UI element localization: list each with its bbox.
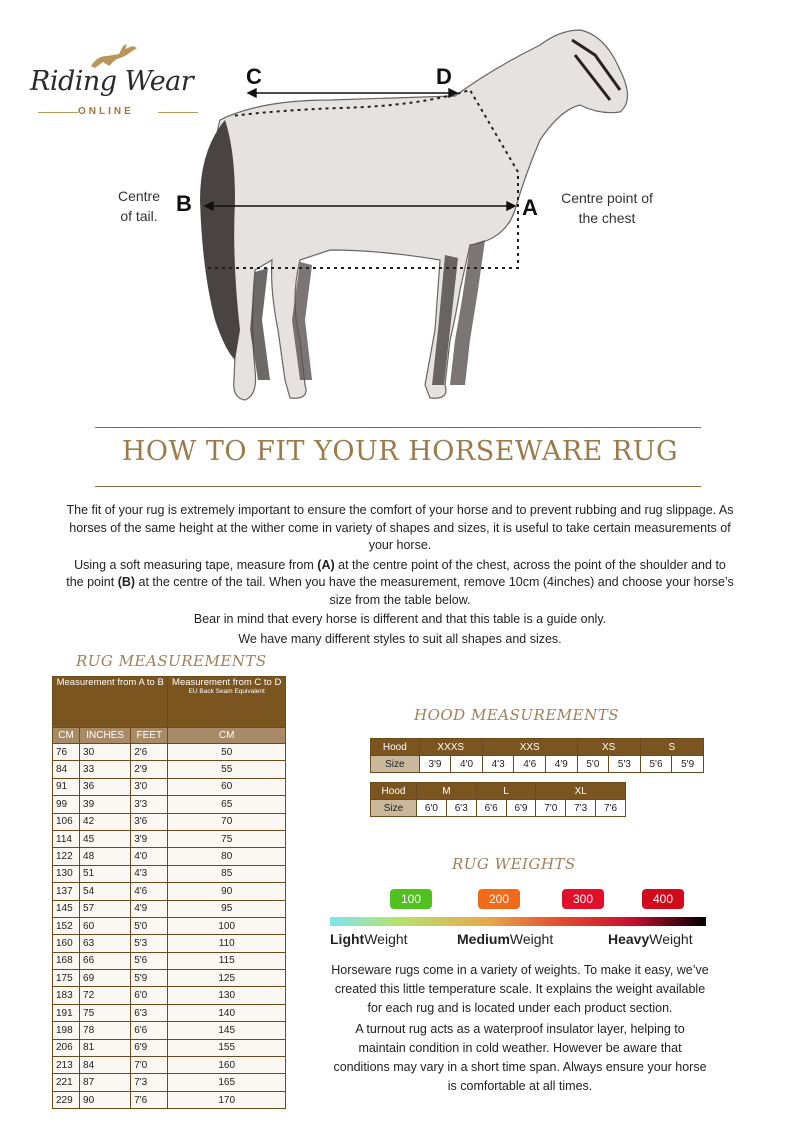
table-cell: 100 bbox=[168, 917, 286, 934]
table-cell: 39 bbox=[80, 796, 131, 813]
table-row bbox=[53, 830, 286, 847]
intro-p4: We have many different styles to suit all shapes and sizes. bbox=[238, 631, 562, 646]
table-row bbox=[53, 761, 286, 778]
table-cell: 75 bbox=[80, 1004, 131, 1021]
rug-weights-heading: RUG WEIGHTS bbox=[452, 855, 576, 873]
table-cell: 65 bbox=[168, 796, 286, 813]
table-cell: 72 bbox=[80, 987, 131, 1004]
table-row bbox=[53, 917, 286, 934]
weight-badge-100: 100 bbox=[390, 889, 432, 909]
hood-size: 6'0 bbox=[417, 800, 447, 817]
table-cell: 99 bbox=[53, 796, 80, 813]
table-cell: 137 bbox=[53, 883, 80, 900]
table-row bbox=[53, 848, 286, 865]
hood-label: Hood bbox=[371, 783, 417, 800]
hood-label: Hood bbox=[371, 739, 420, 756]
table-cell: 3'0 bbox=[131, 778, 168, 795]
table-cell: 6'0 bbox=[131, 987, 168, 1004]
table-cell: 213 bbox=[53, 1057, 80, 1074]
intro-text bbox=[65, 502, 735, 650]
table-cell: 168 bbox=[53, 952, 80, 969]
table-cell: 125 bbox=[168, 970, 286, 987]
table-cell: 90 bbox=[80, 1091, 131, 1108]
weight-badge-200: 200 bbox=[478, 889, 520, 909]
title-rule-bottom bbox=[95, 486, 701, 487]
col-inches: INCHES bbox=[80, 728, 131, 744]
hood-size: 5'6 bbox=[640, 756, 672, 773]
table-row bbox=[53, 796, 286, 813]
table-cell: 2'9 bbox=[131, 761, 168, 778]
hood-size: 5'3 bbox=[609, 756, 641, 773]
light-weight-label: LightWeight bbox=[330, 931, 408, 947]
table-cell: 191 bbox=[53, 1004, 80, 1021]
table-cell: 5'3 bbox=[131, 935, 168, 952]
medium-weight-label: MediumWeight bbox=[457, 931, 554, 947]
title-rule-top bbox=[95, 427, 701, 428]
table-row bbox=[53, 987, 286, 1004]
table-cell: 95 bbox=[168, 900, 286, 917]
table-cell: 60 bbox=[168, 778, 286, 795]
table-cell: 170 bbox=[168, 1091, 286, 1108]
logo-online: ONLINE bbox=[78, 106, 134, 117]
table-cell: 175 bbox=[53, 970, 80, 987]
table-cell: 75 bbox=[168, 830, 286, 847]
table-cell: 145 bbox=[53, 900, 80, 917]
weight-badge-400: 400 bbox=[642, 889, 684, 909]
table-cell: 33 bbox=[80, 761, 131, 778]
intro-p2: Using a soft measuring tape, measure from (A) at the centre point of the chest, across the point of the shoulder and to the point (B) at the centre of the tail. When you have the measurement, remove 10cm (4inches) and choose your horse’s size from the table below. bbox=[66, 557, 734, 607]
table-cell: 51 bbox=[80, 865, 131, 882]
table-row bbox=[53, 970, 286, 987]
hood-group: L bbox=[476, 783, 536, 800]
label-c: C bbox=[246, 64, 262, 89]
hood-size: 5'0 bbox=[577, 756, 609, 773]
table-cell: 3'6 bbox=[131, 813, 168, 830]
table-row bbox=[53, 1039, 286, 1056]
hood-group: XXS bbox=[482, 739, 577, 756]
table-cell: 69 bbox=[80, 970, 131, 987]
table-cell: 63 bbox=[80, 935, 131, 952]
table-cell: 7'3 bbox=[131, 1074, 168, 1091]
chest-caption: Centre point of the chest bbox=[561, 190, 653, 226]
table-cell: 4'3 bbox=[131, 865, 168, 882]
table-row bbox=[53, 1057, 286, 1074]
size-label: Size bbox=[371, 756, 420, 773]
table-row bbox=[53, 1022, 286, 1039]
weights-p2: A turnout rug acts as a waterproof insulator layer, helping to maintain condition in cold weather. However be aware that conditions may vary in a short time span. Always ensure your horse is comfortable at all times. bbox=[333, 1022, 707, 1093]
table-cell: 90 bbox=[168, 883, 286, 900]
table-cell: 4'9 bbox=[131, 900, 168, 917]
weights-p1: Horseware rugs come in a variety of weights. To make it easy, we’ve created this little temperature scale. It explains the weight available for each rug and is located under each product section. bbox=[331, 963, 709, 1015]
table-row bbox=[53, 1004, 286, 1021]
table-cell: 130 bbox=[168, 987, 286, 1004]
table-cell: 7'6 bbox=[131, 1091, 168, 1108]
table-row bbox=[53, 900, 286, 917]
table-cell: 6'6 bbox=[131, 1022, 168, 1039]
table-row bbox=[53, 883, 286, 900]
table-cell: 4'0 bbox=[131, 848, 168, 865]
hood-size: 4'0 bbox=[451, 756, 483, 773]
table-cell: 91 bbox=[53, 778, 80, 795]
hood-size: 6'6 bbox=[476, 800, 506, 817]
table-cell: 30 bbox=[80, 744, 131, 761]
table-cell: 160 bbox=[168, 1057, 286, 1074]
label-b: B bbox=[176, 191, 192, 216]
hood-size: 5'9 bbox=[672, 756, 704, 773]
table-cell: 140 bbox=[168, 1004, 286, 1021]
table-cell: 84 bbox=[53, 761, 80, 778]
table-cell: 130 bbox=[53, 865, 80, 882]
size-label: Size bbox=[371, 800, 417, 817]
hood-table-2 bbox=[370, 782, 626, 817]
table-cell: 45 bbox=[80, 830, 131, 847]
hood-group: M bbox=[417, 783, 477, 800]
table-row bbox=[53, 813, 286, 830]
table-cell: 5'0 bbox=[131, 917, 168, 934]
table-cell: 206 bbox=[53, 1039, 80, 1056]
intro-p1: The fit of your rug is extremely important to ensure the comfort of your horse and to prevent rubbing and rug slippage. As horses of the same height at the wither come in variety of shapes and sizes, it is useful to take certain measurements of your horse. bbox=[66, 503, 734, 552]
table-cell: 84 bbox=[80, 1057, 131, 1074]
logo-script: Riding Wear bbox=[30, 66, 194, 97]
table-cell: 114 bbox=[53, 830, 80, 847]
table-row bbox=[53, 778, 286, 795]
table-cell: 76 bbox=[53, 744, 80, 761]
hood-size: 7'6 bbox=[596, 800, 626, 817]
table-cell: 87 bbox=[80, 1074, 131, 1091]
table-cell: 36 bbox=[80, 778, 131, 795]
hood-group: XL bbox=[536, 783, 626, 800]
rug-measurements-table bbox=[52, 676, 286, 1109]
table-cell: 66 bbox=[80, 952, 131, 969]
table-cell: 106 bbox=[53, 813, 80, 830]
table-cell: 3'9 bbox=[131, 830, 168, 847]
table-cell: 122 bbox=[53, 848, 80, 865]
table-cell: 48 bbox=[80, 848, 131, 865]
hood-size: 4'3 bbox=[482, 756, 514, 773]
table-cell: 81 bbox=[80, 1039, 131, 1056]
table-cell: 110 bbox=[168, 935, 286, 952]
table-cell: 3'3 bbox=[131, 796, 168, 813]
table-cell: 42 bbox=[80, 813, 131, 830]
table-cell: 78 bbox=[80, 1022, 131, 1039]
label-d: D bbox=[436, 64, 452, 89]
table-cell: 5'9 bbox=[131, 970, 168, 987]
table-cell: 55 bbox=[168, 761, 286, 778]
table-cell: 183 bbox=[53, 987, 80, 1004]
table-cell: 152 bbox=[53, 917, 80, 934]
hood-size: 3'9 bbox=[419, 756, 451, 773]
table-row bbox=[53, 1074, 286, 1091]
hood-measurements-heading: HOOD MEASUREMENTS bbox=[414, 706, 619, 724]
weight-badge-300: 300 bbox=[562, 889, 604, 909]
col-cm: CM bbox=[53, 728, 80, 744]
cd-arrow bbox=[248, 89, 457, 97]
table-cell: 6'3 bbox=[131, 1004, 168, 1021]
table-cell: 60 bbox=[80, 917, 131, 934]
table-cell: 5'6 bbox=[131, 952, 168, 969]
table-cell: 2'6 bbox=[131, 744, 168, 761]
table-cell: 85 bbox=[168, 865, 286, 882]
hood-size: 4'9 bbox=[546, 756, 578, 773]
table-row bbox=[53, 1091, 286, 1108]
label-a: A bbox=[522, 195, 538, 220]
hood-group: S bbox=[640, 739, 703, 756]
hdr-c-to-d: Measurement from C to D EU Back Seam Equivalent bbox=[168, 677, 286, 728]
table-cell: 57 bbox=[80, 900, 131, 917]
heavy-weight-label: HeavyWeight bbox=[608, 931, 693, 947]
table-cell: 70 bbox=[168, 813, 286, 830]
table-row bbox=[53, 744, 286, 761]
table-row bbox=[53, 952, 286, 969]
table-cell: 7'0 bbox=[131, 1057, 168, 1074]
hood-size: 4'6 bbox=[514, 756, 546, 773]
tail-caption: Centre of tail. bbox=[117, 188, 161, 224]
table-row bbox=[53, 935, 286, 952]
table-cell: 155 bbox=[168, 1039, 286, 1056]
table-cell: 160 bbox=[53, 935, 80, 952]
table-cell: 221 bbox=[53, 1074, 80, 1091]
hood-table-1 bbox=[370, 738, 704, 773]
rug-measurements-heading: RUG MEASUREMENTS bbox=[76, 652, 267, 670]
hood-size: 7'0 bbox=[536, 800, 566, 817]
table-cell: 54 bbox=[80, 883, 131, 900]
hood-size: 6'3 bbox=[446, 800, 476, 817]
col-feet: FEET bbox=[131, 728, 168, 744]
table-cell: 229 bbox=[53, 1091, 80, 1108]
table-cell: 198 bbox=[53, 1022, 80, 1039]
table-cell: 115 bbox=[168, 952, 286, 969]
hood-size: 6'9 bbox=[506, 800, 536, 817]
weights-text bbox=[330, 961, 710, 1098]
table-cell: 50 bbox=[168, 744, 286, 761]
table-cell: 165 bbox=[168, 1074, 286, 1091]
table-cell: 80 bbox=[168, 848, 286, 865]
table-row bbox=[53, 865, 286, 882]
col-cm-cd: CM bbox=[168, 728, 286, 744]
hood-size: 7'3 bbox=[566, 800, 596, 817]
table-cell: 145 bbox=[168, 1022, 286, 1039]
hood-group: XXXS bbox=[419, 739, 482, 756]
table-cell: 4'6 bbox=[131, 883, 168, 900]
table-cell: 6'9 bbox=[131, 1039, 168, 1056]
temperature-scale-bar bbox=[330, 917, 706, 926]
hood-group: XS bbox=[577, 739, 640, 756]
page-title: HOW TO FIT YOUR HORSEWARE RUG bbox=[121, 436, 679, 467]
hdr-a-to-b: Measurement from A to B bbox=[53, 677, 168, 728]
intro-p3: Bear in mind that every horse is different and that this table is a guide only. bbox=[193, 612, 607, 626]
